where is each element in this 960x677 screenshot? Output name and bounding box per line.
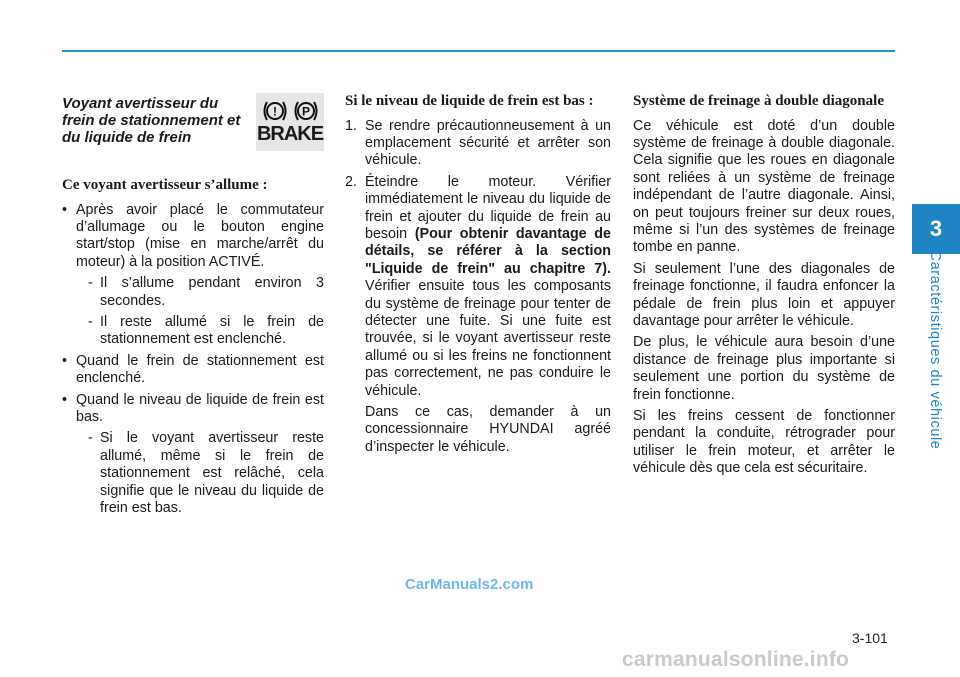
- watermark-link[interactable]: CarManuals2.com: [405, 576, 534, 593]
- brake-exclamation-icon: [261, 100, 289, 122]
- see-chapter-note: (Pour obtenir davantage de détails, se référer à la section "Liquide de frein" au chapitre 7).: [365, 225, 611, 277]
- brake-label: BRAKE: [256, 123, 324, 145]
- list-item: - Il reste allumé si le frein de stationnement est enclenché.: [88, 313, 324, 348]
- dealer-note: Dans ce cas, demander à un concessionnaire HYUNDAI agréé d’inspecter le véhicule.: [365, 404, 611, 455]
- warning-conditions-list: [62, 202, 324, 518]
- list-item: 1. Se rendre précautionneusement à un emplacement sécurité et arrêter son véhicule.: [345, 117, 611, 169]
- list-item: • Quand le frein de stationnement est enclenché.: [62, 352, 324, 387]
- parking-brake-icon: [292, 100, 320, 122]
- parking-glyph: P: [301, 104, 310, 119]
- sub-list: [76, 275, 324, 349]
- column-dual-brake: [633, 93, 895, 482]
- paragraph: De plus, le véhicule aura besoin d’une distance de freinage plus importante si seulement une portion du système de frein fonctionne.: [633, 334, 895, 403]
- list-item: - Si le voyant avertisseur reste allumé, même si le frein de stationnement est relâché, cela signifie que le niveau du liquide de frein est bas.: [88, 430, 324, 516]
- low-fluid-steps: [345, 118, 611, 401]
- warning-title: Voyant avertisseur du frein de stationnement et du liquide de frein: [62, 95, 241, 146]
- exclamation-glyph: !: [272, 104, 277, 119]
- list-item: 2. Éteindre le moteur. Vérifier immédiatement le niveau du liquide de frein et ajouter du liquide de frein au besoin (Pour obtenir davantage de détails, se référer à la section "Liquide de frein" au chapitre 7). Vérifier ensuite tous les composants du système de freinage pour tenter de détecter une fuite. Si une fuite est trouvée, si le voyant avertisseur reste allumé ou si les freins ne fonctionnent pas correctement, ne pas conduire le véhicule.: [345, 173, 611, 399]
- chapter-number-tab: [912, 204, 960, 254]
- warning-header: [62, 93, 324, 151]
- brake-symbols: [261, 100, 320, 122]
- chapter-title: Caractéristiques du véhicule: [927, 250, 943, 450]
- list-item: - Il s’allume pendant environ 3 secondes.: [88, 275, 324, 309]
- page-number: 3-101: [852, 630, 888, 646]
- sub-list: [76, 430, 324, 517]
- chapter-number: 3: [929, 216, 943, 241]
- header-rule: [62, 50, 895, 52]
- list-item: • Après avoir placé le commutateur d’allumage ou le bouton engine start/stop (mise en marche/arrêt du moteur) à la position ACTIVÉ. - Il s’allume pendant environ 3 secondes. - Il reste allumé si le frein de stationnement est enclenché.: [62, 201, 324, 348]
- warning-on-heading: Ce voyant avertisseur s’allume :: [62, 177, 268, 193]
- paragraph: Si seulement l’une des diagonales de freinage fonctionne, il faudra enfoncer la pédale de frein plus loin et appuyer davantage pour arrêter le véhicule.: [633, 260, 895, 329]
- paragraph: Si les freins cessent de fonctionner pendant la conduite, rétrograder pour utiliser le frein moteur, et arrêter le véhicule dès que cela est sécuritaire.: [633, 408, 895, 477]
- column-low-fluid: [345, 93, 611, 460]
- low-fluid-heading: Si le niveau de liquide de frein est bas :: [345, 93, 594, 109]
- dual-brake-heading: Système de freinage à double diagonale: [633, 93, 884, 109]
- brake-warning-icon: [256, 93, 324, 151]
- column-brake-warning: [62, 93, 324, 521]
- list-item: • Quand le niveau de liquide de frein est bas. - Si le voyant avertisseur reste allumé, même si le frein de stationnement est relâché, cela signifie que le niveau du liquide de frein est bas.: [62, 391, 324, 516]
- paragraph: Ce véhicule est doté d’un double système de freinage à double diagonale. Cela signifie que les roues en diagonale sont reliées à un système de freinage indépendant de l’autre diagonale. Ainsi, on peut toujours freiner sur deux roues, même si l’un des systèmes de freinage tombe en panne.: [633, 117, 895, 256]
- footer-watermark: carmanualsonline.info: [622, 648, 850, 671]
